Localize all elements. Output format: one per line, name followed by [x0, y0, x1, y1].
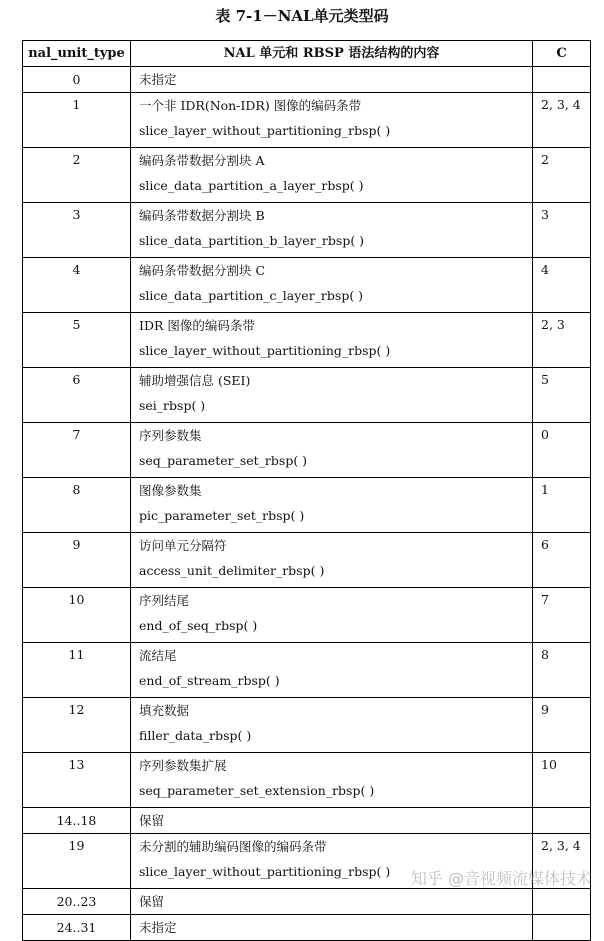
- content-cell: [131, 313, 533, 368]
- rbsp-syntax-text: end_of_stream_rbsp( ): [139, 673, 280, 688]
- nal-unit-type-cell: 4: [23, 258, 131, 313]
- description-text: 访问单元分隔符: [139, 538, 227, 553]
- nal-unit-type-cell: 3: [23, 203, 131, 258]
- rbsp-syntax-text: sei_rbsp( ): [139, 398, 206, 413]
- category-cell: 8: [533, 643, 591, 698]
- rbsp-syntax-text: slice_data_partition_c_layer_rbsp( ): [139, 288, 364, 303]
- table-header-row: [23, 41, 591, 67]
- table-row: [23, 915, 591, 941]
- nal-unit-type-cell: 12: [23, 698, 131, 753]
- table-row: [23, 588, 591, 643]
- content-cell: [131, 643, 533, 698]
- description-text: 保留: [139, 813, 165, 828]
- content-cell: [131, 915, 533, 941]
- content-cell: [131, 753, 533, 808]
- table-row: [23, 753, 591, 808]
- nal-unit-type-cell: 20..23: [23, 889, 131, 915]
- header-category: C: [533, 41, 591, 67]
- content-cell: [131, 67, 533, 93]
- table-row: [23, 808, 591, 834]
- category-cell: 4: [533, 258, 591, 313]
- nal-unit-type-cell: 9: [23, 533, 131, 588]
- category-cell: 0: [533, 423, 591, 478]
- content-cell: [131, 889, 533, 915]
- rbsp-syntax-text: slice_data_partition_b_layer_rbsp( ): [139, 233, 365, 248]
- table-row: [23, 148, 591, 203]
- category-cell: 3: [533, 203, 591, 258]
- nal-unit-type-cell: 11: [23, 643, 131, 698]
- content-cell: [131, 368, 533, 423]
- table-row: [23, 313, 591, 368]
- table-title: 表 7-1－NAL单元类型码: [215, 7, 389, 25]
- rbsp-syntax-text: slice_layer_without_partitioning_rbsp( ): [139, 343, 391, 358]
- nal-unit-type-cell: 14..18: [23, 808, 131, 834]
- table-row: [23, 698, 591, 753]
- table-row: [23, 93, 591, 148]
- nal-unit-type-cell: 13: [23, 753, 131, 808]
- category-cell: [533, 915, 591, 941]
- nal-unit-type-cell: 10: [23, 588, 131, 643]
- category-cell: 6: [533, 533, 591, 588]
- category-cell: 7: [533, 588, 591, 643]
- watermark: 知乎 @音视频流媒体技术: [410, 869, 592, 888]
- description-text: 编码条带数据分割块 B: [139, 208, 265, 223]
- rbsp-syntax-text: seq_parameter_set_extension_rbsp( ): [139, 783, 375, 798]
- category-cell: [533, 67, 591, 93]
- category-cell: 2: [533, 148, 591, 203]
- rbsp-syntax-text: filler_data_rbsp( ): [139, 728, 252, 743]
- nal-unit-type-cell: 2: [23, 148, 131, 203]
- description-text: 填充数据: [139, 703, 190, 718]
- content-cell: [131, 203, 533, 258]
- nal-unit-type-cell: 5: [23, 313, 131, 368]
- description-text: 辅助增强信息 (SEI): [139, 373, 251, 388]
- content-cell: [131, 698, 533, 753]
- content-cell: [131, 148, 533, 203]
- content-cell: [131, 588, 533, 643]
- category-cell: [533, 889, 591, 915]
- description-text: 序列参数集扩展: [139, 758, 227, 773]
- nal-unit-type-cell: 0: [23, 67, 131, 93]
- content-cell: [131, 808, 533, 834]
- table-row: [23, 533, 591, 588]
- description-text: 编码条带数据分割块 C: [139, 263, 266, 278]
- nal-unit-type-cell: 6: [23, 368, 131, 423]
- rbsp-syntax-text: slice_layer_without_partitioning_rbsp( ): [139, 864, 391, 879]
- rbsp-syntax-text: slice_layer_without_partitioning_rbsp( ): [139, 123, 391, 138]
- description-text: 保留: [139, 894, 165, 909]
- rbsp-syntax-text: end_of_seq_rbsp( ): [139, 618, 258, 633]
- category-cell: 2, 3: [533, 313, 591, 368]
- description-text: 序列结尾: [139, 593, 190, 608]
- category-cell: 2, 3, 4: [533, 834, 591, 889]
- category-cell: [533, 808, 591, 834]
- nal-unit-type-cell: 7: [23, 423, 131, 478]
- category-cell: 2, 3, 4: [533, 93, 591, 148]
- description-text: 序列参数集: [139, 428, 202, 443]
- rbsp-syntax-text: access_unit_delimiter_rbsp( ): [139, 563, 325, 578]
- nal-unit-type-cell: 24..31: [23, 915, 131, 941]
- table-row: [23, 368, 591, 423]
- category-cell: 5: [533, 368, 591, 423]
- table-row: [23, 643, 591, 698]
- category-cell: 1: [533, 478, 591, 533]
- description-text: 一个非 IDR(Non-IDR) 图像的编码条带: [139, 98, 362, 113]
- rbsp-syntax-text: slice_data_partition_a_layer_rbsp( ): [139, 178, 364, 193]
- header-content: NAL 单元和 RBSP 语法结构的内容: [131, 41, 533, 67]
- description-text: IDR 图像的编码条带: [139, 318, 255, 333]
- content-cell: [131, 478, 533, 533]
- content-cell: [131, 93, 533, 148]
- nal-unit-type-cell: 1: [23, 93, 131, 148]
- table-row: [23, 889, 591, 915]
- table-row: [23, 478, 591, 533]
- table-row: [23, 203, 591, 258]
- description-text: 未分割的辅助编码图像的编码条带: [139, 839, 327, 854]
- description-text: 编码条带数据分割块 A: [139, 153, 265, 168]
- content-cell: [131, 258, 533, 313]
- nal-unit-type-cell: 8: [23, 478, 131, 533]
- category-cell: 10: [533, 753, 591, 808]
- description-text: 图像参数集: [139, 483, 202, 498]
- category-cell: 9: [533, 698, 591, 753]
- content-cell: [131, 533, 533, 588]
- table-row: [23, 258, 591, 313]
- description-text: 未指定: [139, 72, 177, 87]
- nal-unit-type-cell: 19: [23, 834, 131, 889]
- table-row: [23, 67, 591, 93]
- rbsp-syntax-text: pic_parameter_set_rbsp( ): [139, 508, 305, 523]
- nal-unit-type-table: [22, 40, 591, 941]
- description-text: 未指定: [139, 920, 177, 935]
- rbsp-syntax-text: seq_parameter_set_rbsp( ): [139, 453, 308, 468]
- table-row: [23, 423, 591, 478]
- header-nal-unit-type: nal_unit_type: [23, 41, 131, 67]
- description-text: 流结尾: [139, 648, 177, 663]
- content-cell: [131, 423, 533, 478]
